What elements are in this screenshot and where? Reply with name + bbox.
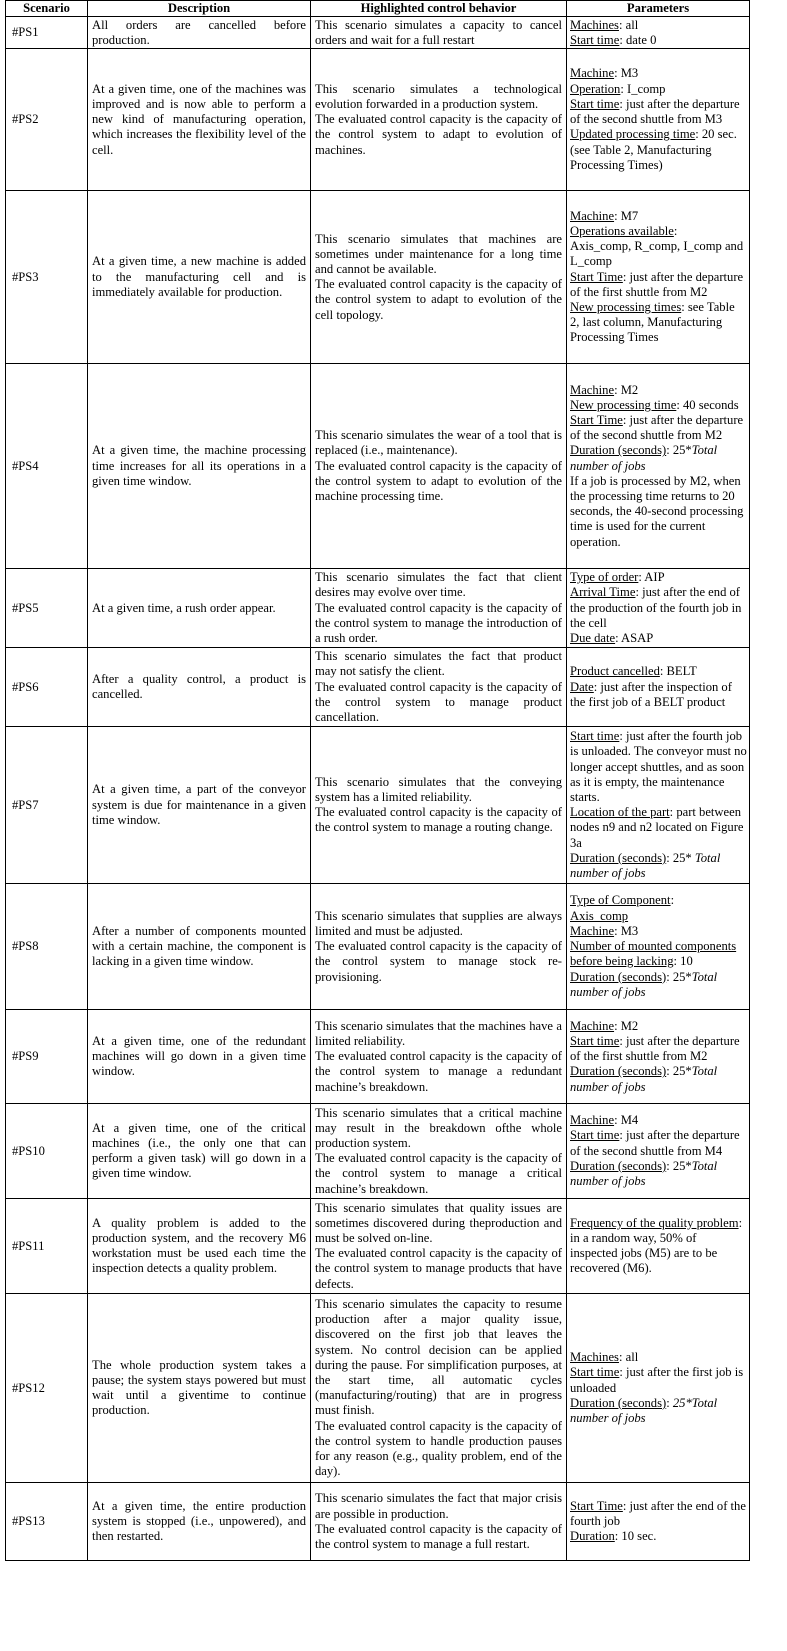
control-behavior — [311, 727, 567, 884]
behavior-paragraph: This scenario simulates that machines are sometimes under maintenance for a long time and cannot be available. — [315, 231, 562, 276]
parameter-line — [570, 939, 747, 969]
parameter-line — [570, 631, 747, 646]
scenario-description: At a given time, the entire production system is stopped (i.e., unpowered), and then restarted. — [88, 1483, 311, 1561]
parameter-value: : 25* — [666, 1158, 692, 1173]
parameter-line — [570, 909, 747, 924]
scenario-description: At a given time, one of the critical machines (i.e., the only one that can perform a given task) will go down in a given time window. — [88, 1104, 311, 1199]
parameter-value: : just after the end of the production of the fourth job in the cell — [570, 585, 742, 630]
parameter-line — [570, 1350, 747, 1365]
parameter-key: Machines — [570, 1350, 619, 1365]
parameter-key: Type of order — [570, 570, 639, 585]
parameter-key: Duration (seconds) — [570, 1064, 667, 1079]
parameter-line — [570, 585, 747, 631]
scenario-id: #PS11 — [6, 1199, 88, 1294]
scenario-description: At a given time, a part of the conveyor system is due for maintenance in a given time window. — [88, 727, 311, 884]
parameter-value: Axis_comp, R_comp, I_comp and L_comp — [570, 239, 744, 269]
control-behavior — [311, 569, 567, 648]
parameter-key: Start time — [570, 1365, 620, 1380]
parameter-line — [570, 1499, 747, 1529]
parameter-value: : M3 — [614, 66, 639, 81]
parameter-line — [570, 474, 747, 550]
parameter-value: : just after the end of the fourth job — [570, 1498, 746, 1529]
behavior-paragraph: The evaluated control capacity is the capacity of the control system to handle production pauses for any reason (e.g., quality problem, end of the day). — [315, 1418, 562, 1479]
parameter-value: : M7 — [614, 208, 639, 223]
control-behavior — [311, 364, 567, 569]
parameter-key: Due date — [570, 631, 616, 645]
parameters — [567, 727, 750, 884]
parameter-key: Duration — [570, 1529, 615, 1544]
parameter-line — [570, 270, 747, 300]
parameter-key: Machine — [570, 208, 615, 223]
parameter-value: : just after the inspection of the first job of a BELT product — [570, 679, 732, 709]
table-row — [6, 884, 750, 1010]
control-behavior — [311, 1010, 567, 1104]
parameter-value: : M3 — [614, 923, 639, 938]
parameter-key: New processing time — [570, 397, 677, 412]
parameter-key: Start Time — [570, 412, 623, 427]
parameter-key: Operations available — [570, 223, 674, 238]
parameter-value: : 25* — [666, 1064, 692, 1079]
parameter-italic: Total number of jobs — [570, 850, 721, 881]
parameter-line — [570, 729, 747, 805]
parameter-value: : 25* — [666, 969, 692, 984]
parameter-value: : just after the first job is unloaded — [570, 1365, 744, 1395]
behavior-paragraph: The evaluated control capacity is the capacity of the control system to manage the introduction of a rush order. — [315, 600, 562, 645]
parameter-line — [570, 97, 747, 127]
behavior-paragraph: The evaluated control capacity is the capacity of the control system to manage a routing change. — [315, 805, 562, 835]
behavior-paragraph: The evaluated control capacity is the capacity of the control system to manage a critical machine’s breakdown. — [315, 1151, 562, 1196]
parameter-line — [570, 1396, 747, 1426]
behavior-paragraph: This scenario simulates the fact that product may not satisfy the client. — [315, 649, 562, 679]
parameter-line — [570, 1159, 747, 1189]
parameter-line — [570, 1529, 747, 1544]
parameter-italic: Total number of jobs — [570, 969, 718, 999]
behavior-paragraph: This scenario simulates that the machines have a limited reliability. — [315, 1018, 562, 1048]
parameter-value: : see Table 2, last column, Manufacturing Processing Times — [570, 300, 735, 345]
scenario-id: #PS1 — [6, 17, 88, 49]
behavior-paragraph: This scenario simulates a capacity to cancel orders and wait for a full restart — [315, 17, 562, 47]
behavior-paragraph: This scenario simulates the capacity to resume production after a major quality issue, discovered on the first job that leaves the system. No control decision can be applied during the pause. For simplification purposes, at the start time, all automatic cycles (manufacturing/routing) that are in progress must finish. — [315, 1296, 562, 1418]
control-behavior — [311, 1199, 567, 1294]
parameter-key: Start time — [570, 729, 620, 744]
parameters — [567, 1483, 750, 1561]
parameter-key: Start time — [570, 96, 620, 111]
parameter-value: : 10 sec. — [614, 1529, 657, 1544]
parameter-value: : just after the departure of the first shuttle from M2 — [570, 1033, 740, 1064]
parameter-value: : — [673, 223, 678, 238]
parameter-key: Axis_comp — [570, 908, 629, 923]
parameter-key: Machine — [570, 382, 615, 397]
parameter-italic: 25*Total number of jobs — [570, 1395, 718, 1425]
scenario-id: #PS3 — [6, 191, 88, 364]
parameter-key: Duration (seconds) — [570, 1158, 667, 1173]
table-row — [6, 569, 750, 648]
parameter-value: : 25* — [666, 850, 695, 865]
parameter-key: Machine — [570, 1018, 615, 1033]
parameter-value: If a job is processed by M2, when the processing time returns to 20 seconds, the 40-second processing time is used for the current operation. — [570, 473, 744, 549]
parameter-line — [570, 82, 747, 97]
parameter-value: : just after the fourth job is unloaded. The conveyor must no longer accept shuttles, and as soon as it is empty, the maintenance starts. — [570, 729, 747, 804]
parameter-key: Machines — [570, 17, 619, 32]
parameter-value: : M4 — [614, 1113, 639, 1128]
parameter-value: : M2 — [614, 382, 639, 397]
parameter-value: : all — [618, 17, 639, 32]
behavior-paragraph: This scenario simulates that supplies are always limited and must be adjusted. — [315, 908, 562, 938]
parameter-key: Date — [570, 679, 594, 694]
table-row — [6, 49, 750, 191]
control-behavior — [311, 17, 567, 49]
table-row — [6, 1104, 750, 1199]
table-row — [6, 364, 750, 569]
parameter-value: : BELT — [659, 664, 697, 679]
scenario-id: #PS10 — [6, 1104, 88, 1199]
behavior-paragraph: This scenario simulates that quality issues are sometimes discovered during theproduction and must be solved on-line. — [315, 1200, 562, 1245]
parameter-key: Start Time — [570, 269, 623, 284]
header-row — [6, 1, 750, 17]
parameter-key: Duration (seconds) — [570, 850, 667, 865]
header-parameters: Parameters — [567, 1, 750, 17]
parameter-line — [570, 127, 747, 142]
table-row — [6, 1199, 750, 1294]
scenario-id: #PS12 — [6, 1294, 88, 1483]
scenario-description: At a given time, one of the redundant machines will go down in a given time window. — [88, 1010, 311, 1104]
scenario-description: The whole production system takes a pause; the system stays powered but must wait until a giventime to continue production. — [88, 1294, 311, 1483]
table-body — [6, 17, 750, 1561]
parameter-value: : I_comp — [620, 81, 666, 96]
parameter-line — [570, 1365, 747, 1395]
parameter-line — [570, 398, 747, 413]
control-behavior — [311, 1294, 567, 1483]
parameter-value: : AIP — [638, 570, 665, 585]
parameter-key: Duration (seconds) — [570, 1395, 667, 1410]
parameter-value: : ASAP — [615, 631, 654, 645]
scenario-id: #PS5 — [6, 569, 88, 648]
parameter-key: Product cancelled — [570, 664, 660, 679]
parameter-line — [570, 413, 747, 443]
parameters — [567, 648, 750, 727]
table-row — [6, 727, 750, 884]
parameter-key: Number of mounted components before being lacking — [570, 939, 737, 969]
behavior-paragraph: The evaluated control capacity is the capacity of the control system to adapt to evolution of the machine processing time. — [315, 458, 562, 503]
parameter-line — [570, 18, 747, 33]
scenario-description: All orders are cancelled before production. — [88, 17, 311, 49]
scenario-id: #PS8 — [6, 884, 88, 1010]
parameter-key: Start time — [570, 32, 620, 47]
parameter-italic: Total number of jobs — [570, 1158, 718, 1188]
parameter-key: Arrival Time — [570, 585, 636, 600]
table-row — [6, 1010, 750, 1104]
scenario-description: At a given time, one of the machines was improved and is now able to perform a new kind of manufacturing operation, which increases the flexibility level of the cell. — [88, 49, 311, 191]
parameter-key: Frequency of the quality problem — [570, 1215, 739, 1230]
parameters — [567, 17, 750, 49]
parameter-value: : — [670, 893, 675, 908]
behavior-paragraph: The evaluated control capacity is the capacity of the control system to adapt to evolution of machines. — [315, 112, 562, 157]
parameter-key: Start time — [570, 1033, 620, 1048]
scenario-description: After a number of components mounted with a certain machine, the component is lacking in a given time window. — [88, 884, 311, 1010]
table-row — [6, 1294, 750, 1483]
parameter-line — [570, 33, 747, 48]
parameter-value: (see Table 2, Manufacturing Processing Times) — [570, 142, 712, 172]
scenario-description: At a given time, a new machine is added to the manufacturing cell and is immediately available for production. — [88, 191, 311, 364]
parameter-line — [570, 224, 747, 239]
parameters — [567, 191, 750, 364]
scenario-table — [5, 0, 750, 1561]
header-behavior: Highlighted control behavior — [311, 1, 567, 17]
behavior-paragraph: This scenario simulates that the conveying system has a limited reliability. — [315, 774, 562, 804]
behavior-paragraph: The evaluated control capacity is the capacity of the control system to manage a full restart. — [315, 1521, 562, 1551]
parameter-value: : 20 sec. — [695, 127, 737, 142]
parameters — [567, 1294, 750, 1483]
scenario-id: #PS4 — [6, 364, 88, 569]
control-behavior — [311, 191, 567, 364]
table-row — [6, 17, 750, 49]
header-description: Description — [88, 1, 311, 17]
parameter-value: : all — [618, 1350, 639, 1365]
parameter-line — [570, 893, 747, 908]
behavior-paragraph: This scenario simulates the fact that major crisis are possible in production. — [315, 1491, 562, 1521]
parameter-key: Start Time — [570, 1498, 623, 1513]
parameter-value: : 10 — [673, 954, 693, 969]
parameter-line — [570, 383, 747, 398]
parameter-line — [570, 1019, 747, 1034]
parameter-key: Location of the part — [570, 805, 670, 820]
parameter-value: : M2 — [614, 1018, 639, 1033]
scenario-id: #PS13 — [6, 1483, 88, 1561]
parameter-value: : just after the departure of the second shuttle from M2 — [570, 412, 744, 443]
parameter-key: Operation — [570, 81, 621, 96]
parameter-key: Type of Component — [570, 893, 671, 908]
scenario-id: #PS7 — [6, 727, 88, 884]
parameter-line — [570, 209, 747, 224]
behavior-paragraph: The evaluated control capacity is the capacity of the control system to manage product cancellation. — [315, 679, 562, 724]
scenario-id: #PS9 — [6, 1010, 88, 1104]
parameters — [567, 1010, 750, 1104]
parameter-value: : part between nodes n9 and n2 located on Figure 3a — [570, 805, 744, 850]
control-behavior — [311, 884, 567, 1010]
parameter-key: Duration (seconds) — [570, 443, 667, 458]
behavior-paragraph: The evaluated control capacity is the capacity of the control system to manage a redundant machine’s breakdown. — [315, 1049, 562, 1094]
parameter-key: Machine — [570, 1113, 615, 1128]
parameter-line — [570, 805, 747, 851]
parameter-line — [570, 924, 747, 939]
scenario-description: A quality problem is added to the production system, and the recovery M6 workstation must be used each time the inspection detects a quality problem. — [88, 1199, 311, 1294]
scenario-description: After a quality control, a product is cancelled. — [88, 648, 311, 727]
control-behavior — [311, 1483, 567, 1561]
parameters — [567, 1199, 750, 1294]
control-behavior — [311, 648, 567, 727]
parameter-value: : in a random way, 50% of inspected jobs (M5) are to be recovered (M6). — [570, 1215, 743, 1276]
parameter-value: : just after the departure of the second shuttle from M3 — [570, 96, 740, 127]
parameter-value: : just after the departure of the first shuttle from M2 — [570, 269, 744, 299]
parameter-value: : — [666, 1395, 673, 1410]
parameter-line — [570, 570, 747, 585]
behavior-paragraph: This scenario simulates the fact that client desires may evolve over time. — [315, 570, 562, 600]
scenario-description: At a given time, the machine processing time increases for all its operations in a given time window. — [88, 364, 311, 569]
behavior-paragraph: The evaluated control capacity is the capacity of the control system to manage stock re-provisioning. — [315, 939, 562, 984]
parameter-line — [570, 1064, 747, 1094]
parameter-key: Duration (seconds) — [570, 969, 667, 984]
parameters — [567, 364, 750, 569]
parameter-line — [570, 143, 747, 173]
parameter-value: : 25* — [666, 443, 692, 458]
parameter-line — [570, 680, 747, 710]
parameter-italic: Total number of jobs — [570, 1064, 718, 1094]
parameter-value: : date 0 — [619, 32, 657, 47]
scenario-id: #PS2 — [6, 49, 88, 191]
parameter-key: Updated processing time — [570, 127, 696, 142]
behavior-paragraph: This scenario simulates the wear of a tool that is replaced (i.e., maintenance). — [315, 428, 562, 458]
behavior-paragraph: This scenario simulates that a critical machine may result in the breakdown ofthe whole production system. — [315, 1105, 562, 1150]
parameter-key: Machine — [570, 923, 615, 938]
parameters — [567, 884, 750, 1010]
parameter-line — [570, 66, 747, 81]
parameter-line — [570, 1113, 747, 1128]
behavior-paragraph: The evaluated control capacity is the capacity of the control system to adapt to evolution of the cell topology. — [315, 277, 562, 322]
parameter-line — [570, 1034, 747, 1064]
control-behavior — [311, 1104, 567, 1199]
parameter-key: New processing times — [570, 300, 682, 314]
control-behavior — [311, 49, 567, 191]
table-row — [6, 1483, 750, 1561]
parameter-line — [570, 443, 747, 473]
parameter-key: Machine — [570, 66, 615, 81]
scenario-id: #PS6 — [6, 648, 88, 727]
parameters — [567, 1104, 750, 1199]
parameter-line — [570, 664, 747, 679]
parameter-key: Start time — [570, 1128, 620, 1143]
parameter-value: : just after the departure of the second shuttle from M4 — [570, 1128, 740, 1158]
parameters — [567, 49, 750, 191]
parameter-value: : 40 seconds — [676, 397, 739, 412]
parameter-line — [570, 851, 747, 881]
parameter-line — [570, 1128, 747, 1158]
parameters — [567, 569, 750, 648]
behavior-paragraph: The evaluated control capacity is the capacity of the control system to manage products that have defects. — [315, 1246, 562, 1291]
parameter-line — [570, 239, 747, 269]
table-row — [6, 648, 750, 727]
parameter-line — [570, 1216, 747, 1277]
parameter-italic: Total number of jobs — [570, 443, 718, 473]
scenario-description: At a given time, a rush order appear. — [88, 569, 311, 648]
table-row — [6, 191, 750, 364]
parameter-line — [570, 970, 747, 1000]
header-scenario: Scenario — [6, 1, 88, 17]
parameter-line — [570, 300, 747, 346]
behavior-paragraph: This scenario simulates a technological evolution forwarded in a production system. — [315, 81, 562, 111]
